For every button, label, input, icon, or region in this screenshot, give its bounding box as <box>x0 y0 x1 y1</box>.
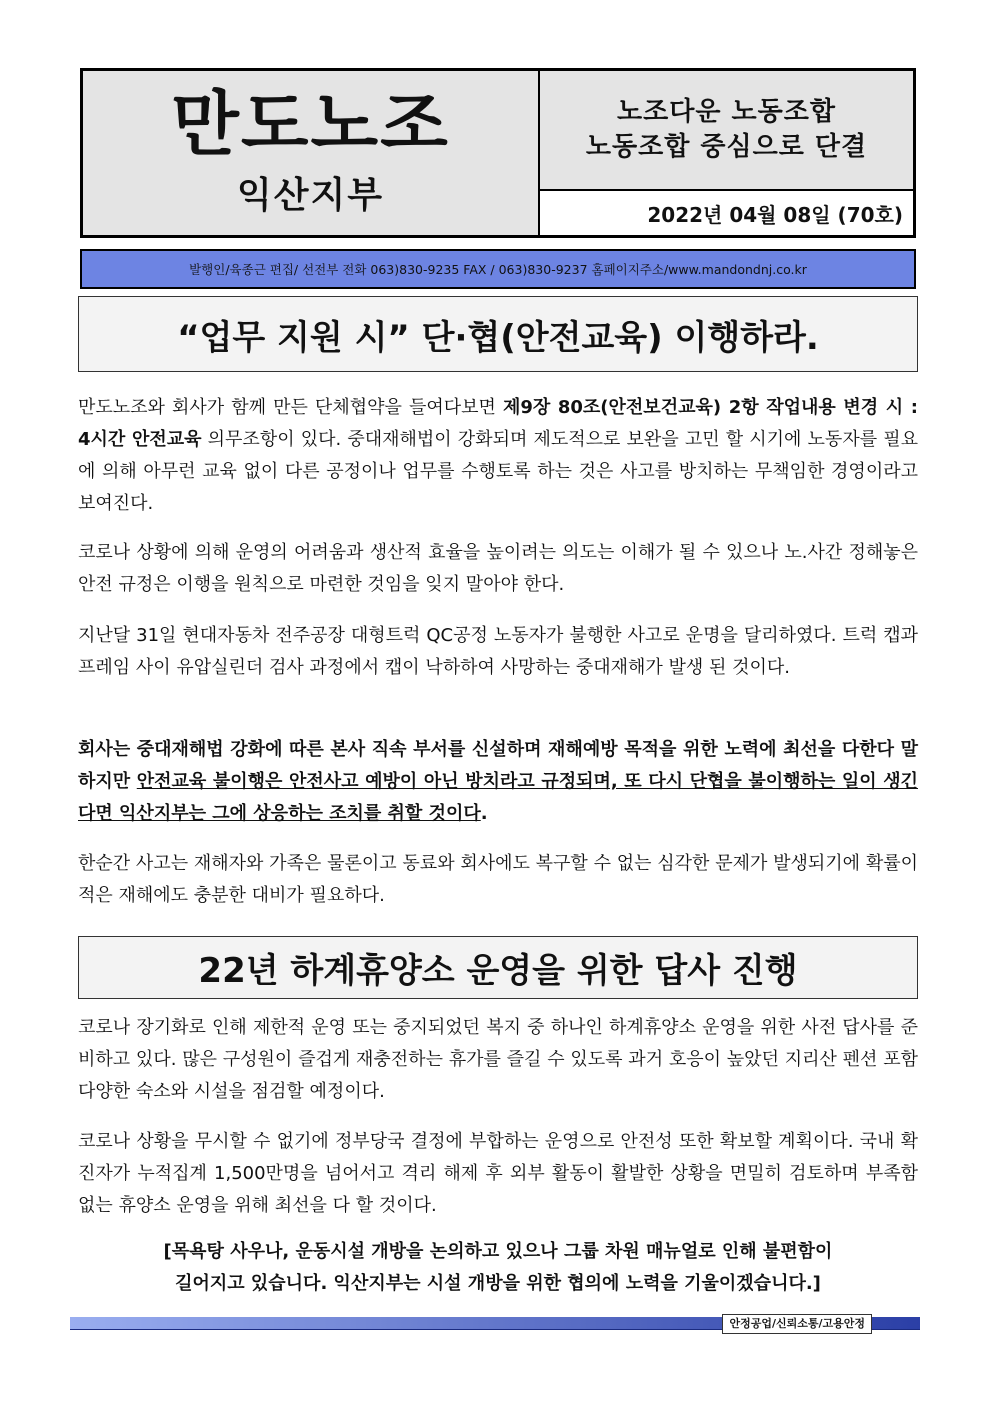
article-1-paragraph-5: 한순간 사고는 재해자와 가족은 물론이고 동료와 회사에도 복구할 수 없는 심각한 문제가 발생되기에 확률이 적은 재해에도 충분한 대비가 필요하다. <box>78 853 918 906</box>
publisher-info-bar: 발행인/육종근 편집/ 선전부 전화 063)830-9235 FAX / 063)830-9237 홈페이지주소/www.mandondnj.co.kr <box>80 249 916 289</box>
issue-date: 2022년 04월 08일 (70호) <box>540 191 913 235</box>
article-1-paragraph-1 <box>78 392 918 520</box>
branch-name: 익산지부 <box>236 175 385 217</box>
notice-line-1: [목욕탕 사우나, 운동시설 개방을 논의하고 있으나 그룹 차원 매뉴얼로 인해 불편함이 <box>163 1241 833 1262</box>
footer-motto-badge: 안정공업/신뢰소통/고용안정 <box>722 1314 872 1334</box>
newsletter-title: 만도노조 <box>171 82 450 165</box>
text-span: 의무조항이 있다. 중대재해법이 강화되며 제도적으로 보완을 고민 할 시기에 노동자를 필요에 의해 아무런 교육 없이 다른 공정이나 업무를 수행토록 하는 것은 사고를 방치하는 무책임한 경영이라고 보여진다. <box>78 429 918 514</box>
underlined-statement: 안전교육 불이행은 안전사고 예방이 아닌 방치라고 규정되며, 또 다시 단협을 불이행하는 일이 생긴다면 익산지부는 그에 상응하는 조치를 취할 것이다 <box>78 771 918 824</box>
article-1-paragraph-2: 코로나 상황에 의해 운영의 어려움과 생산적 효율을 높이려는 의도는 이해가 될 수 있으나 노.사간 정해놓은 안전 규정은 이행을 원칙으로 마련한 것임을 잊지 말아야 한다. <box>78 542 918 595</box>
notice-line-2: 길어지고 있습니다. 익산지부는 시설 개방을 위한 협의에 노력을 기울이겠습니다.] <box>175 1273 821 1294</box>
article-2-paragraph-2: 코로나 상황을 무시할 수 없기에 정부당국 결정에 부합하는 운영으로 안전성 또한 확보할 계획이다. 국내 확진자가 누적집계 1,500만명을 넘어서고 격리 해제 후 외부 활동이 활발한 상황을 면밀히 검토하며 부족함 없는 휴양소 운영을 위해 최선을 다 할 것이다. <box>78 1131 918 1216</box>
facility-notice <box>78 1236 918 1300</box>
slogan-box <box>540 71 913 191</box>
masthead <box>80 68 916 238</box>
text-span: 만도노조와 회사가 함께 만든 단체협약을 들여다보면 <box>78 397 503 418</box>
text-span: . <box>480 803 488 824</box>
masthead-title-box <box>83 71 540 235</box>
slogan-line-2: 노동조합 중심으로 단결 <box>585 132 868 162</box>
article-1-paragraph-4 <box>78 734 918 830</box>
text-span: 회사는 중대재해법 강화에 따른 본사 직속 부서를 신설하며 재해예방 목적을 위한 노력에 최선을 다한다 말하지만 <box>78 739 918 792</box>
article-2-paragraph-1: 코로나 장기화로 인해 제한적 운영 또는 중지되었던 복지 중 하나인 하계휴양소 운영을 위한 사전 답사를 준비하고 있다. 많은 구성원이 즐겁게 재충전하는 휴가를 즐길 수 있도록 과거 호응이 높았던 지리산 펜션 포함 다양한 숙소와 시설을 점검할 예정이다. <box>78 1017 918 1102</box>
masthead-info-box <box>540 71 913 235</box>
article-1-headline: “업무 지원 시” 단·협(안전교육) 이행하라. <box>78 296 918 372</box>
article-1-paragraph-3: 지난달 31일 현대자동차 전주공장 대형트럭 QC공정 노동자가 불행한 사고로 운명을 달리하였다. 트럭 캡과 프레임 사이 유압실린더 검사 과정에서 캡이 낙하하여 사망하는 중대재해가 발생 된 것이다. <box>78 625 918 678</box>
slogan-line-1: 노조다운 노동조합 <box>617 96 836 127</box>
bold-clause: 제9장 80조(안전보건교육) 2항 작업내용 변경 시 : 4시간 안전교육 <box>78 397 918 450</box>
article-2-headline: 22년 하계휴양소 운영을 위한 답사 진행 <box>78 936 918 999</box>
